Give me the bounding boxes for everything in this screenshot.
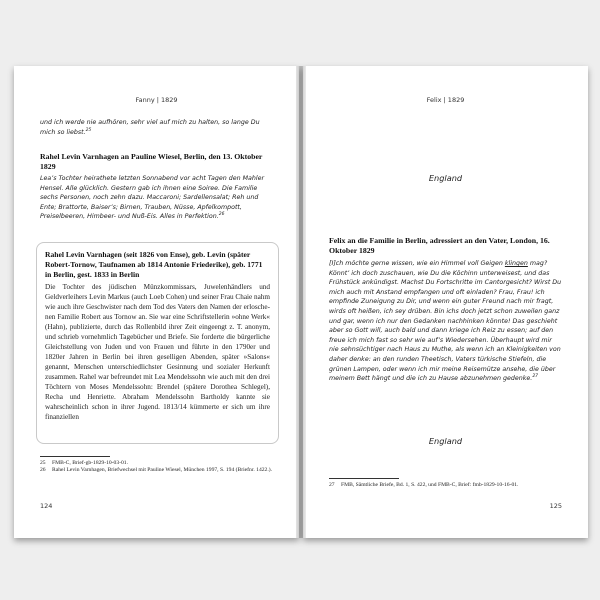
footnote-text: FMB-C, Brief-gb-1829-10-03-01. — [52, 460, 128, 466]
footnote-number: 27 — [329, 482, 335, 488]
letter-body-right — [329, 259, 562, 384]
running-head-right: Felix | 1829 — [426, 96, 465, 104]
footnotes-left — [40, 460, 273, 475]
footnotes-right — [329, 482, 562, 489]
book-spine-shadow — [296, 66, 306, 538]
footnote-number: 25 — [40, 460, 46, 466]
footnote-text: FMB, Sämtliche Briefe, Bd. 1, S. 422, und FMB-C, Brief: fmb-1829-10-16-01. — [341, 482, 519, 488]
section-heading-england-bottom: England — [428, 436, 463, 446]
section-heading-england-top: England — [428, 173, 463, 183]
underlined-word: klingen — [504, 260, 528, 267]
letter-title-rahel: Rahel Levin Varnhagen an Pauline Wiesel, Berlin, den 13. Oktober 1829 — [40, 152, 263, 171]
biography-box — [36, 242, 279, 444]
footnote-ref-26: 26 — [218, 212, 225, 218]
footnote-rule-left — [40, 456, 110, 457]
running-head-left: Fanny | 1829 — [135, 96, 178, 104]
footnote-text: Rahel Levin Varnhagen, Briefwechsel mit Pauline Wiesel, München 1997, S. 194 (Briefnr. 1422.). — [52, 467, 273, 474]
letter-title-right — [329, 236, 562, 256]
page-number-left: 124 — [40, 502, 53, 510]
biography-title: Rahel Levin Varnhagen (seit 1826 von Ense), geb. Levin (später Robert-Tornow, Taufnamen ab 1814 Antonie Friederike), geb. 1771 in Berlin, gest. 1833 in Berlin — [45, 250, 263, 279]
footnote-26 — [40, 467, 273, 474]
footnote-number: 26 — [40, 467, 46, 474]
footnote-ref-25: 25 — [85, 127, 92, 133]
page-number-right: 125 — [549, 502, 562, 510]
left-page — [14, 66, 299, 538]
letter-title-felix: Felix an die Familie in Berlin, adressiert an den Vater, London, 16. Oktober 1829 — [329, 236, 550, 255]
footnote-ref-27: 27 — [532, 374, 539, 380]
continuation-paragraph — [40, 118, 273, 137]
letter-text-felix-start: [I]ch möchte gerne wissen, wie ein Himmel voll Geigen — [329, 260, 505, 267]
footnote-rule-right — [329, 478, 399, 479]
letter-text-felix-rest: mag? Könnt’ ich doch zuschauen, wie Du die Köchinn unterweisest, und das Frühstück ankündigst. Machst Du Fortschritte im Cantorgesicht? Wirst Du mich auch mit Anstand empfangen und oft einladen? Frau, Frau! ich empfinde Zuneigung zu Dir, und wenn ein guter Freund nach mir fragt, wirds oft heißen, ich sey drüben. Bin ichs doch jetzt schon zuweilen ganz und gar, wenn ich nur den Gedanken nachhinken könnte! Das geschieht aber so Gott will, auch bald und dann kriege ich Reiz zu essen; auf den freue ich mich fast so sehr wie auf’s Wiedersehen. Überhaupt wird mir nie sehnsüchtiger nach Haus zu Muthe, als wenn ich an Kleinigkeiten von daher denke: an den runden Theetisch, Vaters türkische Stiefeln, die grünen Lampen, oder wenn ich mir meine Reisemütze ansehe, die über meinem Bett hängt und die ich zu Hause abzunehmen gedenke. — [329, 260, 562, 383]
footnote-27 — [329, 482, 562, 489]
biography-text: Die Tochter des jüdischen Münzkommissars, Juwelenhändlers und Geldverleihers Levin Markus (auch Loeb Cohen) und seiner Frau Chaie nahm wie auch ihre Geschwister nach dem Tod des Vaters den Namen der erloschenen Familie Robert aus Tornow an. Sie war eine Schriftstellerin »ohne Werk« (Hahn), publizierte, durch das Rollenbild ihrer Zeit eingeengt z. T. anonym, und schrieb vornehmlich Tagebücher und Briefe. Sie forderte die bürgerliche Gleichstellung von Juden und von Frauen und führte in den 1790er und 1820er Jahren in Berlin bei ihren geselligen Abenden, später »Salons« genannt, Menschen unterschiedlichster Gesinnung und sozialer Herkunft zusammen. Rahel war befreundet mit Lea Mendelssohn wie auch mit den drei Töchtern von Moses Mendelssohn: Brendel (spätere Dorothea Schlegel), Recha und Henriette. Abraham Mendelssohn Bartholdy kannte sie wahrscheinlich schon in ihrer Jugend. 1813/14 kümmerte er sich um ihre finanziellen — [45, 283, 270, 421]
letter-text-rahel: Lea’s Tochter heirathete letzten Sonnabend vor acht Tagen den Mahler Hensel. Alle glücklich. Gestern gab ich ihnen eine Soiree. Die Familie sechs Personen, noch zehn dazu. Maccaroni; Sardellensalat; Reh und Ente; Brattorte, Baiser’s; Birnen, Trauben, Nüsse, Apfelkompott, Preiselbeeren, Himbeer- und Nuß-Eis. Alles in Perfektion. — [40, 175, 265, 221]
right-page — [303, 66, 588, 538]
letter-title-left — [40, 152, 273, 172]
continuation-text: und ich werde nie aufhören, sehr viel auf mich zu halten, so lange Du mich so liebst. — [40, 119, 260, 136]
letter-body-left — [40, 174, 273, 222]
